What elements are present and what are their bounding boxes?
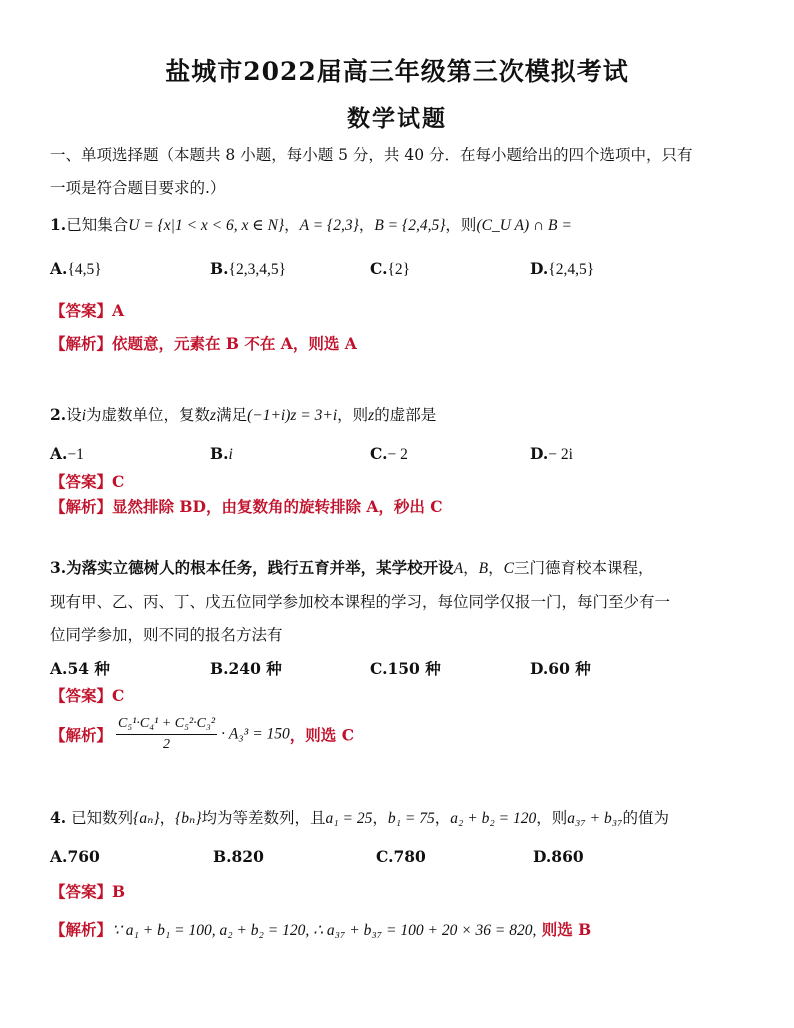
question-1-option-a: A.{4,5} — [50, 259, 102, 278]
question-2-equation: (−1+i)z = 3+i — [247, 407, 338, 424]
question-1-text-b: ，则 — [445, 216, 477, 234]
page-title: 盐城市2022届高三年级第三次模拟考试 — [165, 57, 629, 86]
question-1-option-b: B.{2,3,4,5} — [210, 259, 287, 278]
question-4-option-a: A.760 — [50, 847, 100, 866]
question-1-set-u: U = {x|1 < x < 6, x ∈ N} — [128, 217, 285, 234]
page-subtitle: 数学试题 — [347, 105, 447, 132]
question-4-option-b: B.820 — [213, 847, 264, 866]
question-1-expression: (C_U A) ∩ B = — [476, 217, 572, 234]
question-3-answer: 【答案】C — [50, 686, 125, 705]
question-1-sep2: ， — [358, 216, 375, 234]
question-4-option-d: D.860 — [533, 847, 584, 866]
question-3-option-b: B.240 种 — [210, 659, 282, 678]
question-2-option-b: B.i — [210, 444, 233, 463]
question-1-stem — [50, 213, 572, 235]
section-header-line2: 一项是符合题目要求的.） — [50, 179, 226, 197]
question-1-explanation: 【解析】依题意，元素在 B 不在 A，则选 A — [50, 334, 357, 353]
question-2-number: 2. — [50, 405, 67, 424]
question-1-option-c: C.{2} — [370, 259, 411, 278]
question-1-answer: 【答案】A — [50, 301, 125, 320]
question-3-option-d: D.60 种 — [530, 659, 591, 678]
question-4-option-c: C.780 — [376, 847, 426, 866]
question-3-stem-line1: 3.为落实立德树人的根本任务，践行五育并举，某学校开设A，B，C三门德育校本课程， — [50, 558, 654, 577]
question-4-stem: 4. 已知数列{aₙ}，{bₙ}均为等差数列，且a₁ = 25，b₁ = 75，a₂ + b₂ = 120，则a₃₇ + b₃₇的值为 — [50, 808, 670, 827]
section-header-line1: 一、单项选择题（本题共 8 小题，每小题 5 分，共 40 分．在每小题给出的四个选项中，只有 — [50, 146, 693, 164]
question-2-explanation: 【解析】显然排除 BD，由复数角的旋转排除 A，秒出 C — [50, 497, 443, 516]
question-3-fraction: $\frac{\text{C₅¹·C₄¹ + C₅²·C₃²}}{2}$ — [118, 716, 216, 752]
question-3-option-c: C.150 种 — [370, 659, 441, 678]
question-2-option-a: A.−1 — [50, 444, 84, 463]
question-1-sep1: ， — [284, 216, 300, 234]
question-1-set-a: A = {2,3} — [299, 217, 359, 234]
question-2-option-d: D.− 2i — [530, 444, 573, 463]
question-3-option-a: A.54 种 — [50, 659, 110, 678]
question-2-answer: 【答案】C — [50, 472, 125, 491]
question-2-stem: 2.设i为虚数单位，复数z满足(−1+i)z = 3+i，则z的虚部是 — [50, 405, 437, 424]
question-4-explanation: 【解析】∵ a₁ + b₁ = 100, a₂ + b₂ = 120, ∴ a₃₇ + b₃₇ = 100 + 20 × 36 = 820, 则选 B — [50, 920, 592, 939]
question-4-answer: 【答案】B — [50, 882, 126, 901]
question-3-explanation: 【解析】 $\frac{\text{C₅¹·C₄¹ + C₅²·C₃²}}{2}$ · A₃³ = 150，则选 C — [50, 716, 355, 752]
question-1-option-d: D.{2,4,5} — [530, 259, 595, 278]
question-1-number: 1. — [50, 215, 67, 234]
question-1-set-b: B = {2,4,5} — [374, 217, 446, 234]
question-1-text-a: 已知集合 — [66, 216, 129, 234]
question-3-stem-line2: 现有甲、乙、丙、丁、戊五位同学参加校本课程的学习，每位同学仅报一门，每门至少有一 — [50, 593, 671, 611]
question-3-stem-line3: 位同学参加，则不同的报名方法有 — [50, 626, 283, 644]
question-2-option-c: C.− 2 — [370, 444, 408, 463]
